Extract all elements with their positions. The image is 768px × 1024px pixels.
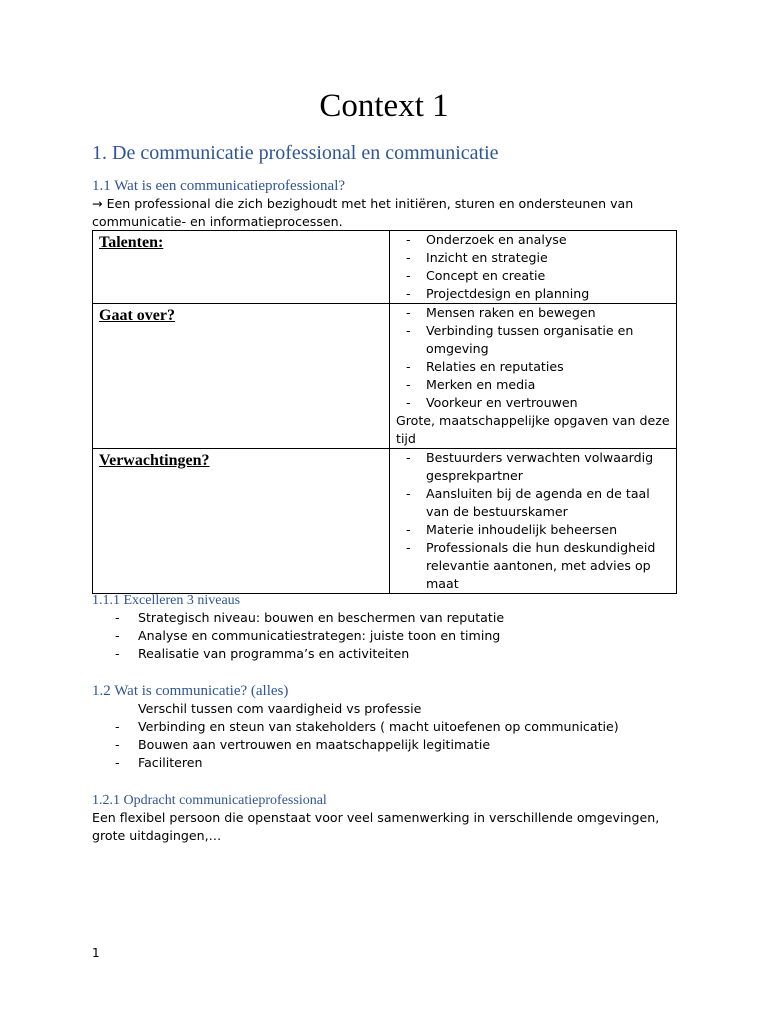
row-label: Verwachtingen? — [99, 452, 210, 469]
row-label: Gaat over? — [99, 307, 175, 324]
row-label-cell — [93, 304, 390, 449]
row-list-cell — [390, 304, 677, 449]
list-item: - Concept en creatie — [396, 267, 670, 285]
list-item: - Projectdesign en planning — [396, 285, 670, 303]
document-title: Context 1 — [319, 88, 449, 124]
table-row-gaat-over — [93, 304, 677, 449]
heading-1: 1. De communicatie professional en communicatie — [92, 142, 499, 164]
list-item: - Onderzoek en analyse — [396, 231, 670, 249]
list-item: - Mensen raken en bewegen — [396, 304, 670, 322]
row-extra-text: Grote, maatschappelijke opgaven van deze tijd — [396, 413, 670, 446]
heading-1-2-1: 1.2.1 Opdracht communicatieprofessional — [92, 793, 327, 808]
list-item: - Analyse en communicatiestrategen: juiste toon en timing — [112, 627, 712, 645]
row-label-cell — [93, 231, 390, 304]
row-list-cell — [390, 449, 677, 594]
row-label: Talenten: — [99, 234, 164, 251]
list-item: - Verbinding tussen organisatie en omgeving — [396, 322, 670, 358]
row-label-cell — [93, 449, 390, 594]
list-item: - Strategisch niveau: bouwen en beschermen van reputatie — [112, 609, 712, 627]
talenten-list — [396, 231, 670, 303]
page-number: 1 — [92, 946, 100, 960]
communicatie-list — [112, 718, 712, 772]
opdracht-paragraph: Een flexibel persoon die openstaat voor veel samenwerking in verschillende omgevingen, grote uitdagingen,… — [92, 810, 660, 843]
heading-1-2: 1.2 Wat is communicatie? (alles) — [92, 683, 289, 699]
heading-1-1: 1.1 Wat is een communicatieprofessional? — [92, 178, 346, 194]
list-item: - Voorkeur en vertrouwen — [396, 394, 670, 412]
list-item: - Bestuurders verwachten volwaardig gesprekpartner — [396, 449, 670, 485]
list-item: - Inzicht en strategie — [396, 249, 670, 267]
profile-table — [92, 230, 677, 594]
definition-paragraph — [92, 195, 652, 231]
list-item: - Merken en media — [396, 376, 670, 394]
table-row-talenten — [93, 231, 677, 304]
list-item: - Verbinding en steun van stakeholders ( macht uitoefenen op communicatie) — [112, 718, 712, 736]
list-item: - Bouwen aan vertrouwen en maatschappelijk legitimatie — [112, 736, 712, 754]
list-item: - Aansluiten bij de agenda en de taal van de bestuurskamer — [396, 485, 670, 521]
list-item: - Relaties en reputaties — [396, 358, 670, 376]
row-list-cell — [390, 231, 677, 304]
verwachtingen-list — [396, 449, 670, 593]
arrow-icon: → — [92, 196, 103, 211]
gaat-over-list — [396, 304, 670, 412]
heading-1-1-1: 1.1.1 Excelleren 3 niveaus — [92, 593, 241, 608]
list-item: - Materie inhoudelijk beheersen — [396, 521, 670, 539]
table-row-verwachtingen — [93, 449, 677, 594]
communicatie-intro: Verschil tussen com vaardigheid vs professie — [138, 701, 422, 716]
list-item: - Faciliteren — [112, 754, 712, 772]
list-item: - Realisatie van programma’s en activiteiten — [112, 645, 712, 663]
definition-text: Een professional die zich bezighoudt met het initiëren, sturen en ondersteunen van communicatie- en informatieprocessen. — [92, 196, 634, 229]
list-item: - Professionals die hun deskundigheid relevantie aantonen, met advies op maat — [396, 539, 670, 593]
excelleren-list — [112, 609, 712, 663]
